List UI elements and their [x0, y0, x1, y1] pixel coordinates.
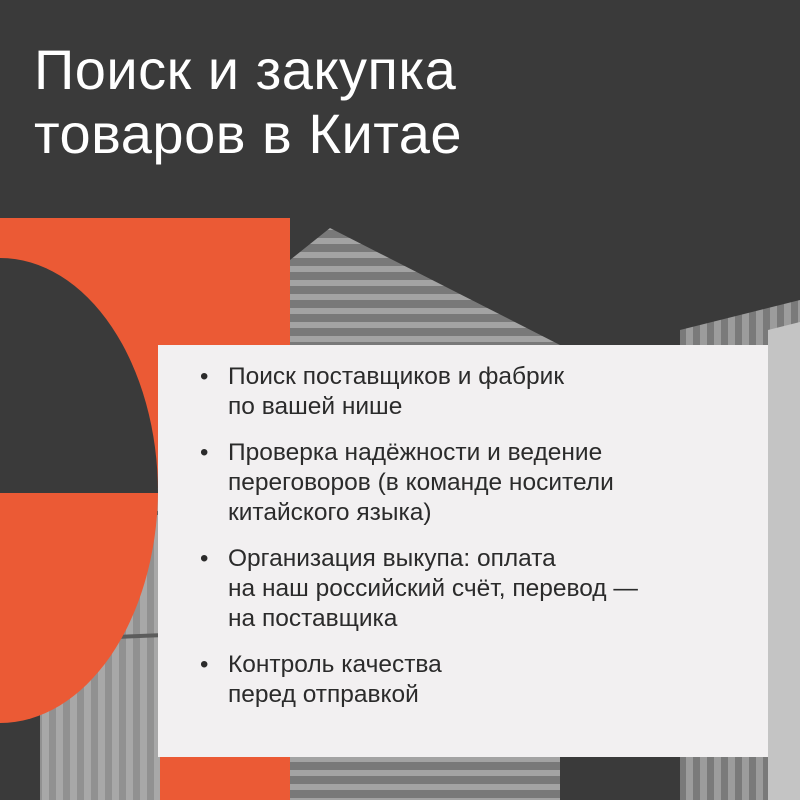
bullet-icon: •	[200, 363, 209, 390]
list-item-line: по вашей нише	[228, 393, 403, 420]
list-item	[200, 362, 760, 422]
title-line-2: товаров в Китае	[34, 102, 463, 165]
bullet-icon: •	[200, 439, 209, 466]
title-line-1: Поиск и закупка	[34, 38, 457, 101]
list-item	[200, 544, 760, 634]
list-item-line: Проверка надёжности и ведение	[228, 439, 603, 466]
list-item-line: Поиск поставщиков и фабрик	[228, 363, 565, 390]
services-list	[200, 362, 760, 726]
bullet-icon: •	[200, 545, 209, 572]
bullet-icon: •	[200, 651, 209, 678]
list-item-line: китайского языка)	[228, 499, 432, 526]
services-card	[158, 345, 768, 757]
list-item	[200, 438, 760, 528]
list-item-line: на поставщика	[228, 605, 398, 632]
list-item-line: Контроль качества	[228, 651, 442, 678]
list-item-line: на наш российский счёт, перевод —	[228, 575, 638, 602]
page-title	[34, 38, 774, 166]
list-item-line: переговоров (в команде носители	[228, 469, 614, 496]
list-item-line: Организация выкупа: оплата	[228, 545, 556, 572]
list-item-line: перед отправкой	[228, 681, 419, 708]
list-item	[200, 650, 760, 710]
